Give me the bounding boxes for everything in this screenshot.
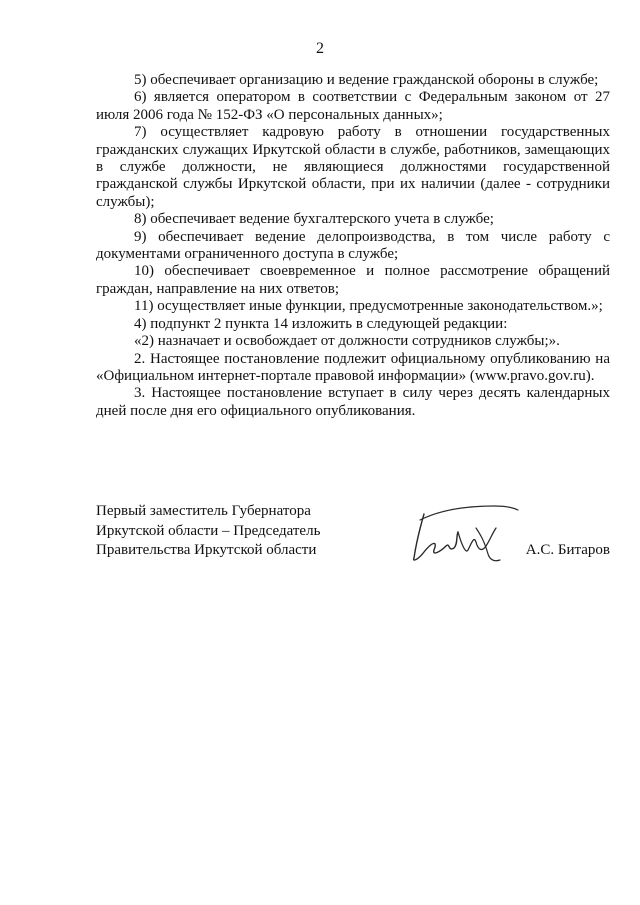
paragraph-publication: 2. Настоящее постановление подлежит официальному опубликованию на «Официальном интернет-портале правовой информации» (www.pravo.gov.ru).	[96, 350, 610, 384]
paragraph-item-11: 11) осуществляет иные функции, предусмотренные законодательством.»;	[134, 298, 603, 315]
signer-name: А.С. Битаров	[525, 542, 610, 558]
paragraph-subclause-4: 4) подпункт 2 пункта 14 изложить в следующей редакции:	[134, 315, 508, 332]
page-number: 2	[316, 40, 324, 57]
paragraph-item-6: 6) является оператором в соответствии с Федеральным законом от 27 июля 2006 года № 152-ФЗ «О персональных данных»;	[96, 89, 610, 123]
paragraph-item-9: 9) обеспечивает ведение делопроизводства, в том числе работу с документами ограниченного доступа в службе;	[96, 228, 610, 263]
paragraph-item-10: 10) обеспечивает своевременное и полное рассмотрение обращений граждан, направление на них ответов;	[96, 263, 610, 297]
document-body	[96, 72, 610, 420]
handwritten-signature	[402, 500, 522, 566]
paragraph-item-8: 8) обеспечивает ведение бухгалтерского учета в службе;	[134, 211, 494, 228]
signature-block	[96, 502, 610, 572]
signer-position: Первый заместитель Губернатора Иркутской области – Председатель Правительства Иркутской области	[96, 503, 321, 558]
paragraph-quoted-item-2: «2) назначает и освобождает от должности сотрудников службы;».	[134, 333, 560, 350]
paragraph-item-5: 5) обеспечивает организацию и ведение гражданской обороны в службе;	[134, 72, 599, 88]
paragraph-item-7: 7) осуществляет кадровую работу в отношении государственных гражданских служащих Иркутской области в службе, работников, замещающих в службе должности, не являющиеся должностями государственной гражданской службы Иркутской области, при их наличии (далее - сотрудники службы);	[96, 124, 610, 210]
paragraph-effective-date: 3. Настоящее постановление вступает в силу через десять календарных дней после дня его официального опубликования.	[96, 385, 610, 419]
